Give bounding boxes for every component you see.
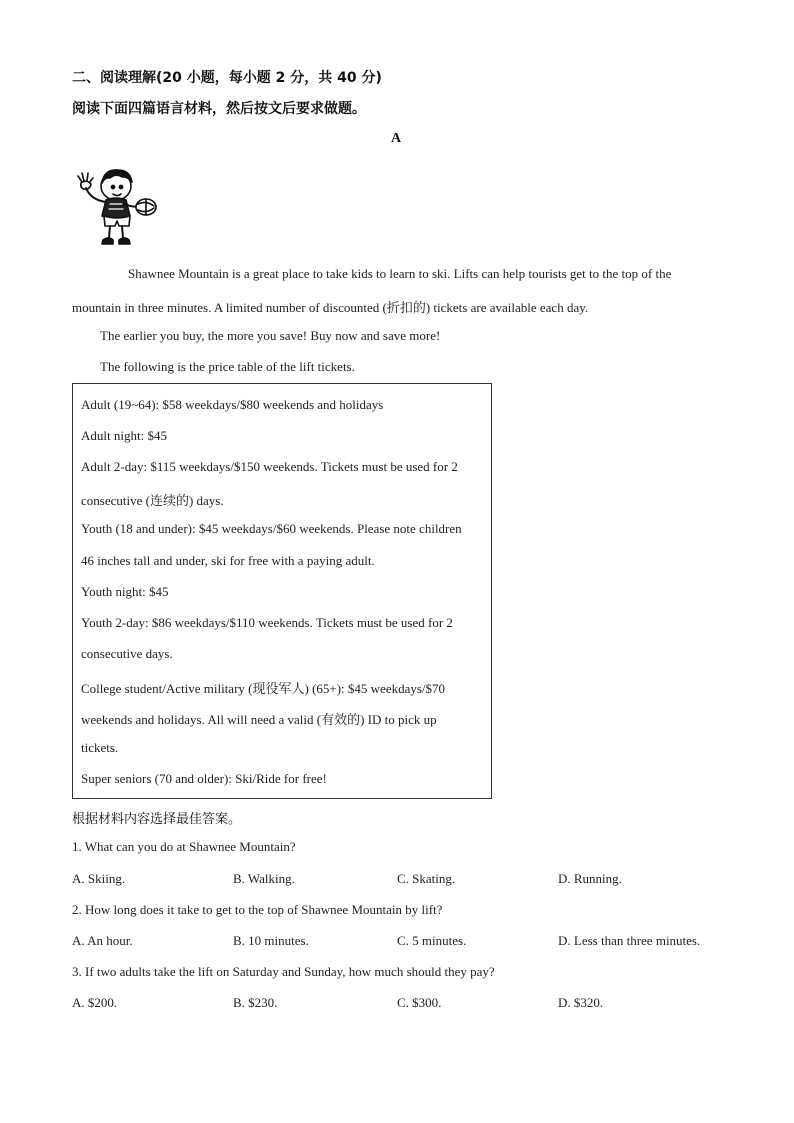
question-stem: 3. If two adults take the lift on Saturday and Sunday, how much should they pay?	[72, 964, 495, 979]
passage-paragraph-1-line-2: mountain in three minutes. A limited number of discounted (折扣的) tickets are available each day.	[72, 300, 589, 315]
question-stem: 2. How long does it take to get to the top of Shawnee Mountain by lift?	[72, 902, 443, 917]
question-option[interactable]: A. $200.	[72, 995, 118, 1010]
price-line: consecutive (连续的) days.	[81, 493, 224, 508]
question-option[interactable]: B. Walking.	[233, 871, 295, 886]
question-option[interactable]: A. Skiing.	[72, 871, 126, 886]
question-option[interactable]: C. Skating.	[397, 871, 456, 886]
passage-paragraph-1-line-1	[72, 266, 722, 282]
price-line: Youth night: $45	[81, 584, 169, 599]
passage-paragraph-2: The earlier you buy, the more you save! Buy now and save more!	[100, 328, 441, 343]
section-instruction: 阅读下面四篇语言材料，然后按文后要求做题。	[72, 101, 366, 117]
price-line: Adult (19~64): $58 weekdays/$80 weekends and holidays	[81, 397, 384, 412]
price-line: tickets.	[81, 740, 119, 755]
question-option[interactable]: D. $320.	[558, 995, 604, 1010]
questions-instruction: 根据材料内容选择最佳答案。	[72, 812, 242, 827]
question-option[interactable]: C. $300.	[397, 995, 442, 1010]
price-line: Super seniors (70 and older): Ski/Ride for free!	[81, 771, 327, 786]
question-stem: 1. What can you do at Shawnee Mountain?	[72, 839, 296, 854]
price-line: 46 inches tall and under, ski for free with a paying adult.	[81, 553, 375, 568]
price-table-box	[72, 383, 492, 799]
question-option[interactable]: C. 5 minutes.	[397, 933, 467, 948]
price-line: weekends and holidays. All will need a valid (有效的) ID to pick up	[81, 712, 437, 727]
price-line: Youth (18 and under): $45 weekdays/$60 weekends. Please note children	[81, 521, 462, 536]
price-line: Youth 2-day: $86 weekdays/$110 weekends. Tickets must be used for 2	[81, 615, 453, 630]
section-heading: 二、阅读理解(20 小题，每小题 2 分，共 40 分)	[72, 70, 382, 86]
question-option[interactable]: B. 10 minutes.	[233, 933, 309, 948]
cartoon-kid-icon	[72, 166, 162, 248]
question-option[interactable]: D. Running.	[558, 871, 622, 886]
question-option[interactable]: B. $230.	[233, 995, 278, 1010]
passage-paragraph-3: The following is the price table of the lift tickets.	[100, 359, 355, 374]
passage-label: A	[391, 131, 402, 146]
price-line: Adult 2-day: $115 weekdays/$150 weekends. Tickets must be used for 2	[81, 459, 458, 474]
price-line: College student/Active military (现役军人) (65+): $45 weekdays/$70	[81, 681, 446, 696]
passage-text: Shawnee Mountain is a great place to take kids to learn to ski. Lifts can help tourists get to the top of the	[128, 266, 672, 281]
price-line: consecutive days.	[81, 646, 173, 661]
question-option[interactable]: A. An hour.	[72, 933, 133, 948]
question-option[interactable]: D. Less than three minutes.	[558, 933, 701, 948]
price-line: Adult night: $45	[81, 428, 167, 443]
